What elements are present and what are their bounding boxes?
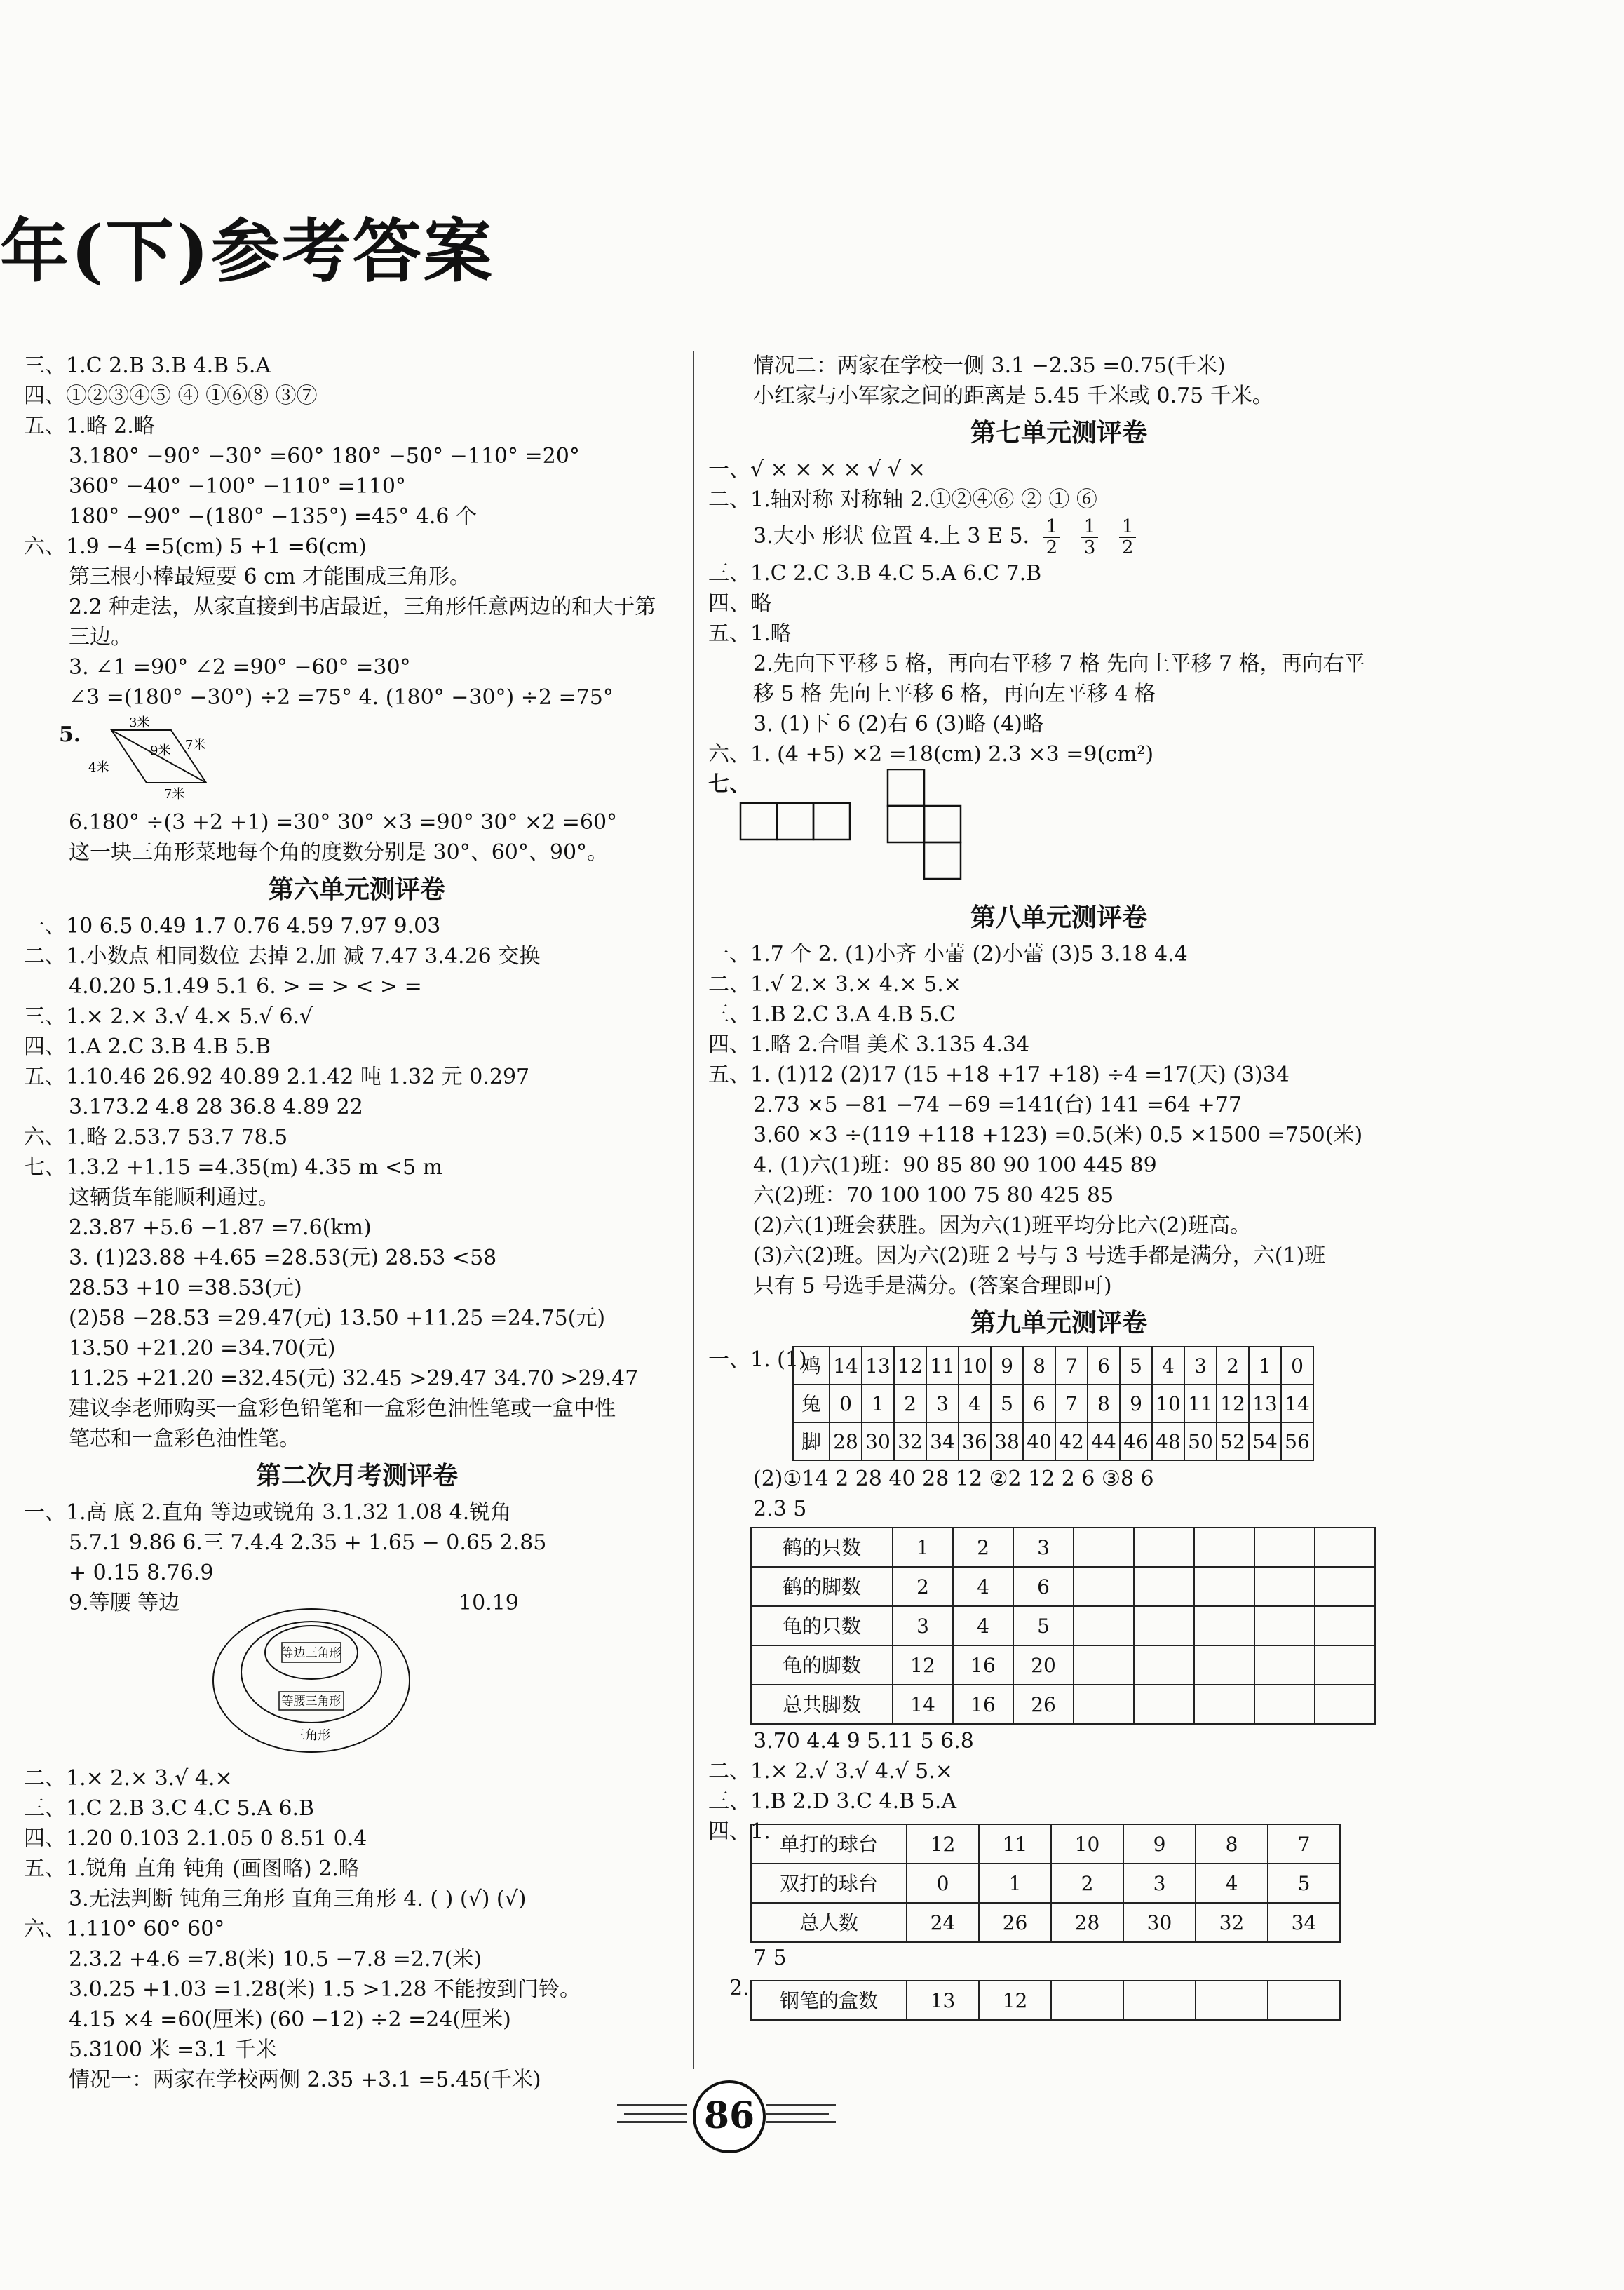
footer-deco-line xyxy=(624,2113,687,2115)
table-cell: 30 xyxy=(862,1422,894,1460)
answer-line: 移 5 格 先向上平移 6 格，再向左平移 4 格 xyxy=(753,682,1156,706)
ping-pong-table xyxy=(750,1824,1341,1943)
table-cell xyxy=(1051,1981,1123,2020)
venn-diagram xyxy=(206,1602,417,1760)
unit7-answers-a xyxy=(708,454,1409,515)
answer-line: 一、√ × × × × √ √ × xyxy=(708,457,926,482)
table-row xyxy=(751,1567,1375,1606)
table-cell xyxy=(1254,1606,1315,1645)
net-figure-block xyxy=(708,769,1409,896)
month2-answers-b xyxy=(24,1763,690,2095)
answer-line: 五、1.略 2.略 xyxy=(24,414,155,438)
crane-turtle-table xyxy=(750,1527,1376,1725)
answer-line: 一、1.7 个 2. (1)小齐 小蕾 (2)小蕾 (3)5 3.18 4.4 xyxy=(708,942,1188,966)
unit8-title: 第八单元测评卷 xyxy=(970,903,1147,932)
table-row xyxy=(751,1903,1340,1942)
answer-line: (3)六(2)班。因为六(2)班 2 号与 3 号选手都是满分，六(1)班 xyxy=(753,1244,1326,1268)
table-row xyxy=(751,1981,1340,2020)
u9-q4-label: 四、1. xyxy=(708,1819,771,1844)
table-cell: 4 xyxy=(959,1385,991,1422)
table-cell: 12 xyxy=(907,1824,979,1864)
u9-q2-label: 2.3 5 xyxy=(753,1497,807,1521)
table-cell: 2 xyxy=(1051,1864,1123,1903)
answer-line: 3.173.2 4.8 28 36.8 4.89 22 xyxy=(69,1095,363,1119)
month2-answers-a xyxy=(24,1497,690,1588)
table-cell: 36 xyxy=(959,1422,991,1460)
answer-line: 4.0.20 5.1.49 5.1 6. > = > < > = xyxy=(69,974,422,999)
table-row xyxy=(751,1606,1375,1645)
answer-line: 5.7.1 9.86 6.三 7.4.4 2.35 + 1.65 − 0.65 2.85 xyxy=(69,1530,547,1555)
answer-line: 3.70 4.4 9 5.11 5 6.8 xyxy=(753,1729,974,1753)
table1-block xyxy=(708,1345,1409,1464)
table-cell: 1 xyxy=(979,1864,1051,1903)
table-cell: 40 xyxy=(1023,1422,1055,1460)
answers-block xyxy=(708,351,1409,411)
venn-inner-label: 等边三角形 xyxy=(281,1646,341,1660)
table-cell: 34 xyxy=(1268,1903,1340,1942)
answer-line: 一、1.高 底 2.直角 等边或锐角 3.1.32 1.08 4.锐角 xyxy=(24,1500,512,1525)
table-cell xyxy=(1123,1981,1196,2020)
table-cell: 13 xyxy=(862,1347,894,1385)
answer-line: 一、10 6.5 0.49 1.7 0.76 4.59 7.97 9.03 xyxy=(24,914,441,938)
page-footer xyxy=(617,2076,841,2160)
table-cell: 28 xyxy=(1051,1903,1123,1942)
table-cell: 56 xyxy=(1281,1422,1313,1460)
table-cell xyxy=(1315,1685,1375,1724)
month2-title: 第二次月考测评卷 xyxy=(255,1461,458,1490)
unit7-q3-line xyxy=(708,515,1409,558)
u9-line75: 7 5 xyxy=(753,1946,787,1970)
table-cell xyxy=(1134,1645,1194,1685)
answer-line: 6.180° ÷(3 +2 +1) =30° 30° ×3 =90° 30° ×2 =60° xyxy=(69,810,618,835)
table-cell: 50 xyxy=(1184,1422,1217,1460)
table-cell: 12 xyxy=(1217,1385,1249,1422)
q10-label: 10.19 xyxy=(459,1591,519,1615)
table-cell: 5 xyxy=(1120,1347,1152,1385)
answer-line: 五、1.略 xyxy=(708,621,792,646)
table-row xyxy=(793,1385,1313,1422)
table-cell xyxy=(1074,1645,1134,1685)
q5-label: 5. xyxy=(59,722,81,747)
table-cell xyxy=(1196,1981,1268,2020)
table-cell: 26 xyxy=(979,1903,1051,1942)
table-cell xyxy=(1134,1528,1194,1567)
answer-line: 二、1.小数点 相同数位 去掉 2.加 减 7.47 3.4.26 交换 xyxy=(24,944,541,969)
table-cell xyxy=(1194,1645,1254,1685)
table4-block xyxy=(708,1973,1409,2022)
answer-line: 三、1.C 2.B 3.C 4.C 5.A 6.B xyxy=(24,1796,315,1821)
answers-block xyxy=(24,351,690,713)
table-cell: 38 xyxy=(991,1422,1023,1460)
answer-line: 二、1.× 2.√ 3.√ 4.√ 5.× xyxy=(708,1759,953,1784)
answer-line: 四、1.A 2.C 3.B 4.B 5.B xyxy=(24,1035,271,1059)
table-cell: 34 xyxy=(926,1422,959,1460)
table-cell: 30 xyxy=(1123,1903,1196,1942)
footer-deco-line xyxy=(766,2113,829,2115)
table3-block xyxy=(708,1817,1409,1943)
footer-deco-line xyxy=(617,2104,687,2106)
table2-block xyxy=(708,1524,1409,1726)
table-cell: 4 xyxy=(1152,1347,1184,1385)
table-cell: 4 xyxy=(953,1567,1013,1606)
pen-box-table xyxy=(750,1980,1341,2021)
table-cell: 48 xyxy=(1152,1422,1184,1460)
table-cell xyxy=(1134,1606,1194,1645)
fraction-one-half: $\frac{1}{2}$ xyxy=(1043,517,1061,558)
answer-line: 三、1.B 2.C 3.A 4.B 5.C xyxy=(708,1002,956,1027)
table-row xyxy=(751,1864,1340,1903)
table-cell: 2 xyxy=(953,1528,1013,1567)
fig-label-top: 3米 xyxy=(129,715,150,730)
fraction-one-third: $\frac{1}{3}$ xyxy=(1081,517,1099,558)
answer-line: (2)58 −28.53 =29.47(元) 13.50 +11.25 =24.75(元) xyxy=(69,1306,606,1331)
venn-block xyxy=(24,1588,690,1763)
unit6-answers xyxy=(24,911,690,1454)
answer-line: 2.3.87 +5.6 −1.87 =7.6(km) xyxy=(69,1215,372,1240)
answer-line: 六、1.略 2.53.7 53.7 78.5 xyxy=(24,1125,288,1150)
footer-deco-line xyxy=(766,2104,836,2106)
table-cell: 5 xyxy=(1013,1606,1074,1645)
table-cell: 3 xyxy=(1123,1864,1196,1903)
row-label: 龟的只数 xyxy=(751,1606,893,1645)
table-cell xyxy=(1194,1528,1254,1567)
row-label: 兔 xyxy=(793,1385,830,1422)
table-cell: 5 xyxy=(1268,1864,1340,1903)
answer-line: (2)六(1)班会获胜。因为六(1)班平均分比六(2)班高。 xyxy=(753,1213,1251,1238)
answer-line: 二、1.√ 2.× 3.× 4.× 5.× xyxy=(708,972,961,997)
answer-line: 建议李老师购买一盒彩色铅笔和一盒彩色油性笔或一盒中性 xyxy=(69,1396,616,1421)
table-cell: 28 xyxy=(830,1422,862,1460)
answer-line: 3. (1)23.88 +4.65 =28.53(元) 28.53 <58 xyxy=(69,1246,497,1270)
answer-line: 4.15 ×4 =60(厘米) (60 −12) ÷2 =24(厘米) xyxy=(69,2007,511,2032)
table-cell: 8 xyxy=(1196,1824,1268,1864)
table-cell: 12 xyxy=(979,1981,1051,2020)
table-cell: 54 xyxy=(1249,1422,1281,1460)
table-cell: 14 xyxy=(893,1685,953,1724)
footer-deco-line xyxy=(766,2121,836,2123)
unit6-title: 第六单元测评卷 xyxy=(268,875,445,904)
row-label: 双打的球台 xyxy=(751,1864,907,1903)
fig-label-bottom: 7米 xyxy=(164,787,185,802)
answer-line: 只有 5 号选手是满分。(答案合理即可) xyxy=(753,1274,1112,1298)
table-cell: 6 xyxy=(1088,1347,1120,1385)
answer-line: 四、1.略 2.合唱 美术 3.135 4.34 xyxy=(708,1032,1030,1057)
table-cell: 4 xyxy=(1196,1864,1268,1903)
answer-line: 四、略 xyxy=(708,591,771,616)
answers-block xyxy=(24,807,690,868)
table-cell: 10 xyxy=(1152,1385,1184,1422)
unit9-answers-b xyxy=(708,1726,1409,1817)
page-title: 年(下)参考答案 xyxy=(0,211,494,292)
row-label: 鹤的只数 xyxy=(751,1528,893,1567)
right-column xyxy=(708,351,1409,2022)
table-cell: 13 xyxy=(1249,1385,1281,1422)
unit7-answers-b xyxy=(708,558,1409,769)
table-cell xyxy=(1074,1567,1134,1606)
answer-line: 360° −40° −100° −110° =110° xyxy=(69,474,406,499)
q7-label: 七、 xyxy=(708,772,750,797)
table-cell: 1 xyxy=(893,1528,953,1567)
table-row xyxy=(751,1824,1340,1864)
table-cell: 24 xyxy=(907,1903,979,1942)
table-cell xyxy=(1134,1685,1194,1724)
table-cell: 44 xyxy=(1088,1422,1120,1460)
u9-line2: (2)①14 2 28 40 28 12 ②2 12 2 6 ③8 6 xyxy=(753,1467,1154,1491)
cube-net-figures xyxy=(736,769,1017,896)
table-cell: 12 xyxy=(894,1347,926,1385)
answer-line: 二、1.轴对称 对称轴 2.①②④⑥ ② ① ⑥ xyxy=(708,487,1097,512)
table-cell: 10 xyxy=(959,1347,991,1385)
row-label: 龟的脚数 xyxy=(751,1645,893,1685)
left-column xyxy=(24,351,690,2095)
table-cell xyxy=(1194,1685,1254,1724)
table-cell: 2 xyxy=(894,1385,926,1422)
answer-line: 4. (1)六(1)班：90 85 80 90 100 445 89 xyxy=(753,1153,1157,1178)
unit9-title: 第九单元测评卷 xyxy=(970,1308,1147,1338)
answer-line: 3. (1)下 6 (2)右 6 (3)略 (4)略 xyxy=(753,712,1043,736)
table-cell: 42 xyxy=(1055,1422,1088,1460)
table-cell: 52 xyxy=(1217,1422,1249,1460)
answer-line: 5.3100 米 =3.1 千米 xyxy=(69,2038,277,2062)
table-cell: 11 xyxy=(926,1347,959,1385)
answer-line: 3.180° −90° −30° =60° 180° −50° −110° =20° xyxy=(69,444,580,469)
table-cell xyxy=(1074,1606,1134,1645)
table-cell: 9 xyxy=(1120,1385,1152,1422)
answer-line: 13.50 +21.20 =34.70(元) xyxy=(69,1336,336,1361)
answer-line: 11.25 +21.20 =32.45(元) 32.45 >29.47 34.70 >29.47 xyxy=(69,1366,639,1391)
table-cell: 7 xyxy=(1055,1347,1088,1385)
table-cell: 1 xyxy=(1249,1347,1281,1385)
table-cell xyxy=(1315,1645,1375,1685)
chicken-rabbit-table xyxy=(792,1346,1314,1461)
answer-line: 这一块三角形菜地每个角的度数分别是 30°、60°、90°。 xyxy=(69,840,609,865)
answer-line: 三、1.C 2.C 3.B 4.C 5.A 6.C 7.B xyxy=(708,561,1042,586)
table-cell: 0 xyxy=(1281,1347,1313,1385)
answer-line: 四、①②③④⑤ ④ ①⑥⑧ ③⑦ xyxy=(24,384,318,408)
answer-line: 二、1.× 2.× 3.√ 4.× xyxy=(24,1766,233,1791)
table-cell: 32 xyxy=(1196,1903,1268,1942)
answer-line: 六、1.9 −4 =5(cm) 5 +1 =6(cm) xyxy=(24,534,367,559)
unit7-title: 第七单元测评卷 xyxy=(970,418,1147,447)
venn-outer-label: 三角形 xyxy=(292,1728,330,1743)
fraction-one-half: $\frac{1}{2}$ xyxy=(1119,517,1137,558)
table-cell: 26 xyxy=(1013,1685,1074,1724)
table-cell: 0 xyxy=(830,1385,862,1422)
answer-line: 七、1.3.2 +1.15 =4.35(m) 4.35 m <5 m xyxy=(24,1155,443,1180)
answer-line: 六、1. (4 +5) ×2 =18(cm) 2.3 ×3 =9(cm²) xyxy=(708,742,1154,767)
table-cell: 13 xyxy=(907,1981,979,2020)
table-cell xyxy=(1315,1567,1375,1606)
table-cell: 16 xyxy=(953,1685,1013,1724)
answer-line: 3.60 ×3 ÷(119 +118 +123) =0.5(米) 0.5 ×1500 =750(米) xyxy=(753,1123,1363,1147)
table-cell: 3 xyxy=(926,1385,959,1422)
fig-label-side1: 9米 xyxy=(150,743,171,758)
fig-label-left: 4米 xyxy=(88,760,109,775)
answer-line: 2.先向下平移 5 格，再向右平移 7 格 先向上平移 7 格，再向右平 xyxy=(753,652,1365,676)
answer-line: 28.53 +10 =38.53(元) xyxy=(69,1276,302,1300)
answer-line: + 0.15 8.76.9 xyxy=(69,1561,214,1585)
row-label: 鹤的脚数 xyxy=(751,1567,893,1606)
table-cell: 10 xyxy=(1051,1824,1123,1864)
parallelogram-figure xyxy=(80,713,234,807)
answer-line: 三、1.× 2.× 3.√ 4.× 5.√ 6.√ xyxy=(24,1004,313,1029)
answer-line: 六(2)班：70 100 100 75 80 425 85 xyxy=(753,1183,1114,1208)
table-cell: 8 xyxy=(1088,1385,1120,1422)
table-row xyxy=(793,1347,1313,1385)
table-row xyxy=(751,1685,1375,1724)
table-cell: 3 xyxy=(1013,1528,1074,1567)
table-cell: 2 xyxy=(893,1567,953,1606)
table-cell: 4 xyxy=(953,1606,1013,1645)
table-cell xyxy=(1074,1685,1134,1724)
table-cell: 14 xyxy=(830,1347,862,1385)
table-cell: 20 xyxy=(1013,1645,1074,1685)
table-cell xyxy=(1134,1567,1194,1606)
table-cell xyxy=(1268,1981,1340,2020)
answer-line: 三、1.C 2.B 3.B 4.B 5.A xyxy=(24,353,271,378)
answer-line: 六、1.110° 60° 60° xyxy=(24,1917,225,1941)
table-row xyxy=(751,1528,1375,1567)
page-number: 86 xyxy=(693,2080,766,2153)
table-cell xyxy=(1254,1528,1315,1567)
table-row xyxy=(751,1645,1375,1685)
q9-label: 9.等腰 等边 xyxy=(69,1591,180,1615)
table-cell: 11 xyxy=(1184,1385,1217,1422)
answer-line: ∠3 =(180° −30°) ÷2 =75° 4. (180° −30°) ÷2 =75° xyxy=(69,685,614,710)
table-cell: 9 xyxy=(991,1347,1023,1385)
answer-line: 五、1.10.46 26.92 40.89 2.1.42 吨 1.32 元 0.297 xyxy=(24,1065,530,1089)
answer-line: 第三根小棒最短要 6 cm 才能围成三角形。 xyxy=(69,565,471,589)
answer-line: 四、1.20 0.103 2.1.05 0 8.51 0.4 xyxy=(24,1826,367,1851)
table-cell: 6 xyxy=(1023,1385,1055,1422)
answer-line: 3.无法判断 钝角三角形 直角三角形 4. ( ) (√) (√) xyxy=(69,1887,527,1911)
row-label: 总人数 xyxy=(751,1903,907,1942)
answer-line: 三、1.B 2.D 3.C 4.B 5.A xyxy=(708,1789,957,1814)
table-cell xyxy=(1254,1567,1315,1606)
answer-line: 五、1.锐角 直角 钝角 (画图略) 2.略 xyxy=(24,1857,360,1881)
row-label: 总共脚数 xyxy=(751,1685,893,1724)
table-cell: 8 xyxy=(1023,1347,1055,1385)
table-cell: 11 xyxy=(979,1824,1051,1864)
table-cell: 46 xyxy=(1120,1422,1152,1460)
u9-q1-label: 一、1. (1) xyxy=(708,1347,807,1372)
q5-figure-block xyxy=(24,713,690,807)
answer-line: 3.0.25 +1.03 =1.28(米) 1.5 >1.28 不能按到门铃。 xyxy=(69,1977,581,2002)
answer-line: 小红家与小军家之间的距离是 5.45 千米或 0.75 千米。 xyxy=(753,384,1273,408)
table-cell xyxy=(1254,1685,1315,1724)
answer-line: 3. ∠1 =90° ∠2 =90° −60° =30° xyxy=(69,655,411,680)
answer-line: 180° −90° −(180° −135°) =45° 4.6 个 xyxy=(69,504,478,529)
table-cell: 3 xyxy=(1184,1347,1217,1385)
row-label: 鸡 xyxy=(793,1347,830,1385)
table-cell: 6 xyxy=(1013,1567,1074,1606)
table-cell: 14 xyxy=(1281,1385,1313,1422)
venn-middle-label: 等腰三角形 xyxy=(281,1695,341,1709)
answer-line: 情况一：两家在学校两侧 2.35 +3.1 =5.45(千米) xyxy=(69,2068,541,2092)
table-cell: 1 xyxy=(862,1385,894,1422)
table-cell: 2 xyxy=(1217,1347,1249,1385)
table-cell xyxy=(1315,1528,1375,1567)
unit8-answers xyxy=(708,939,1409,1301)
answer-line: 情况二：两家在学校一侧 3.1 −2.35 =0.75(千米) xyxy=(753,353,1226,378)
answer-line: 笔芯和一盒彩色油性笔。 xyxy=(69,1427,300,1451)
footer-deco-line xyxy=(617,2121,687,2123)
table-cell xyxy=(1254,1645,1315,1685)
answer-line: 2.3.2 +4.6 =7.8(米) 10.5 −7.8 =2.7(米) xyxy=(69,1947,482,1972)
table-cell: 9 xyxy=(1123,1824,1196,1864)
answer-line: 2.73 ×5 −81 −74 −69 =141(台) 141 =64 +77 xyxy=(753,1093,1242,1117)
row-label: 脚 xyxy=(793,1422,830,1460)
table-cell xyxy=(1194,1606,1254,1645)
table-cell: 5 xyxy=(991,1385,1023,1422)
answer-line: 2.2 种走法，从家直接到书店最近，三角形任意两边的和大于第 xyxy=(69,595,656,619)
table-cell: 16 xyxy=(953,1645,1013,1685)
table-cell xyxy=(1315,1606,1375,1645)
row-label: 单打的球台 xyxy=(751,1824,907,1864)
table-cell: 32 xyxy=(894,1422,926,1460)
column-divider xyxy=(693,351,694,2069)
answer-line: 五、1. (1)12 (2)17 (15 +18 +17 +18) ÷4 =17(天) (3)34 xyxy=(708,1063,1290,1087)
fig-label-side2: 7米 xyxy=(185,738,206,753)
table-row xyxy=(793,1422,1313,1460)
table-cell xyxy=(1074,1528,1134,1567)
u9-q2b-label: 2. xyxy=(729,1976,750,2000)
table-cell: 3 xyxy=(893,1606,953,1645)
answer-line: 三边。 xyxy=(69,625,132,649)
table-cell xyxy=(1194,1567,1254,1606)
table-cell: 0 xyxy=(907,1864,979,1903)
row-label: 钢笔的盒数 xyxy=(751,1981,907,2020)
table-cell: 12 xyxy=(893,1645,953,1685)
table-cell: 7 xyxy=(1268,1824,1340,1864)
table-cell: 7 xyxy=(1055,1385,1088,1422)
unit7-q3-text: 3.大小 形状 位置 4.上 3 E 5. xyxy=(753,524,1030,548)
answer-line: 这辆货车能顺利通过。 xyxy=(69,1185,279,1210)
